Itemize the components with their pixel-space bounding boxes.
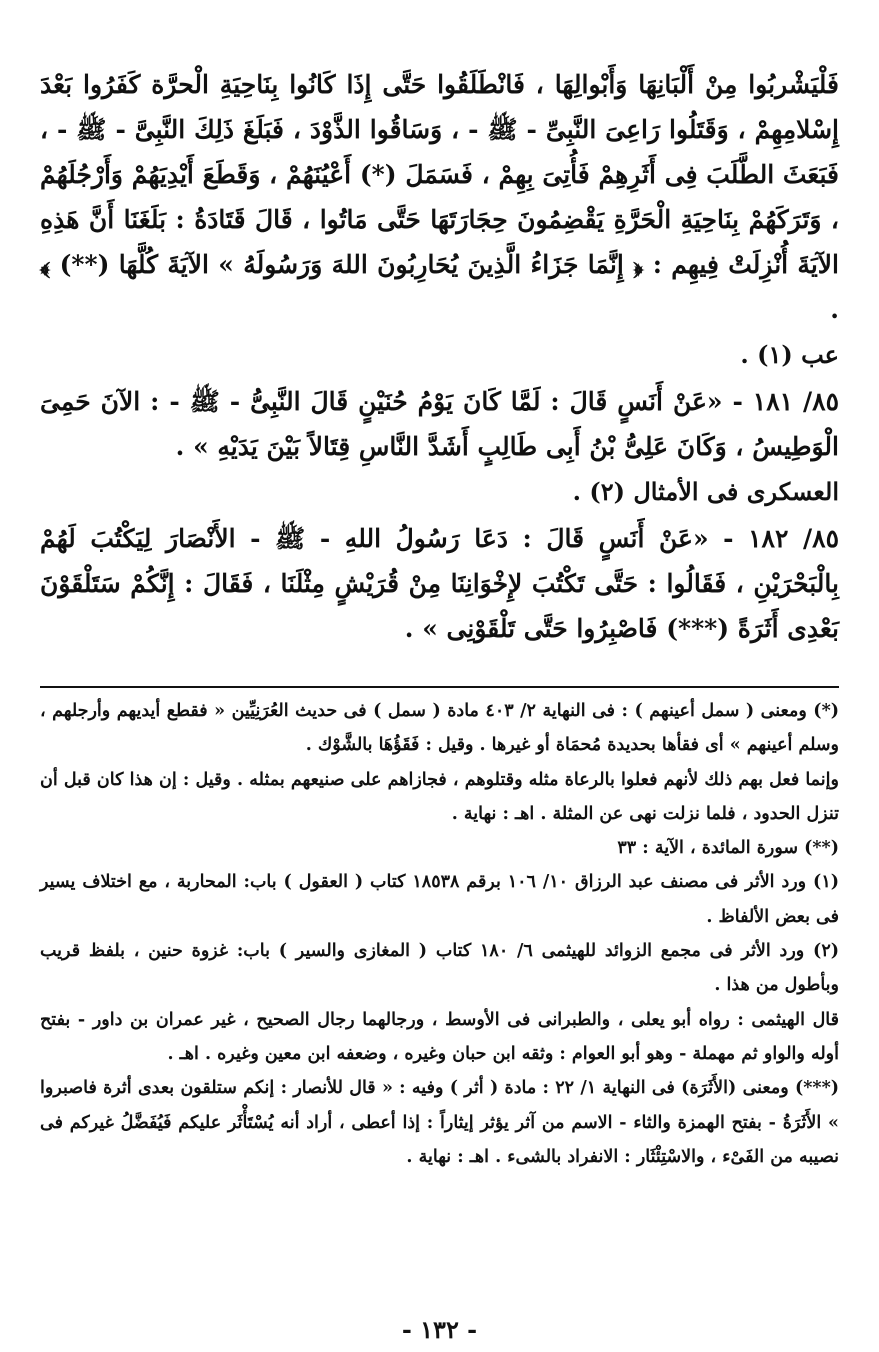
footnote-athara: (***) ومعنى (الأَثَرَة) فى النهاية ١/ ٢٢ : مادة ( أثر ) وفيه : « قال للأنصار : إنكم ستلقون بعدى أثرة فاصبروا » الأَثَرَةُ - بفتح الهمزة والثاء - الاسم من آثر يؤثر إيثاراً : إذا أعطى ، أراد أنه يُسْتَأْثَر عليكم فَيُفَضَّلُ غيركم فى نصيبه من الفَىْء ، والاسْتِئْثَار : الانفراد بالشىء . اهـ : نهاية . — [40, 1078, 840, 1167]
footnote-surah: (**) سورة المائدة ، الآية : ٣٣ — [617, 838, 839, 859]
hadith-182: ٨٥/ ١٨٢ - «عَنْ أَنَسٍ قَالَ : دَعَا رَسُولُ اللهِ - ﷺ - الأَنْصَارَ لِيَكْتُبَ لَهُمْ بِالْبَحْرَيْنِ ، فَقَالُوا : حَتَّى تَكْتُبَ لإِخْوَانِنَا مِنْ قُرَيْشٍ مِثْلَنَا ، فَقَالَ : إِنَّكُمْ سَتَلْقَوْنَ بَعْدِى أَثَرَةً (***) فَاصْبِرُوا حَتَّى تَلْقَوْنِى » . — [40, 524, 839, 643]
footnote-1: (١) ورد الأثر فى مصنف عبد الرزاق ١٠/ ١٠٦ برقم ١٨٥٣٨ كتاب ( العقول ) باب: المحاربة ، مع اختلاف يسير فى بعض الألفاظ . — [40, 872, 840, 927]
source-reference: العسكرى فى الأمثال (٢) . — [572, 477, 839, 506]
source-reference: عب (١) . — [740, 340, 839, 369]
footnote-divider — [40, 686, 839, 688]
page-number: - ١٣٢ - — [401, 1315, 478, 1344]
footnote-sumal: (*) ومعنى ( سمل أعينهم ) : فى النهاية ٢/ ٤٠٣ مادة ( سمل ) فى حديث العُرَنِيِّين « فقطع أيديهم وأرجلهم ، وسلم أعينهم » أى فقأها بحديدة مُحمَاة أو غيرها . وقيل : فَقَؤُهَا بالشَّوْك . — [40, 701, 840, 756]
hadith-continuation: فَلْيَشْربُوا مِنْ أَلْبَانِهَا وَأَبْوالِهَا ، فَانْطَلَقُوا حَتَّى إِذَا كَانُوا بِنَاحِيَةِ الْحرَّة كَفَرُوا بَعْدَ إِسْلامِهِمْ ، وَقَتَلُوا رَاعِىَ النَّبِىِّ - ﷺ - ، وَسَاقُوا الذَّوْدَ ، فَبَلَغَ ذَلِكَ النَّبِىَّ - ﷺ - ، فَبَعَثَ الطَّلَبَ فِى أَثَرِهِمْ فَأُتِىَ بِهِمْ ، فَسَمَلَ (*) أَعْيُنَهُمْ ، وَقَطَعَ أَيْدِيَهُمْ وَأَرْجُلَهُمْ ، وَتَرَكَهُمْ بِنَاحِيَةِ الْحَرَّةِ يَقْضِمُونَ حِجَارَتَهَا حَتَّى مَاتُوا ، قَالَ قَتَادَةُ : بَلَغَنَا أَنَّ هَذِهِ الآيَةَ أُنْزِلَتْ فِيهِم : ﴿ إِنَّمَا جَزَاءُ الَّذِينَ يُحَارِبُونَ اللهَ وَرَسُولَهُ » الآيَةَ كُلَّهَا (**) ﴾ . — [40, 70, 839, 324]
footnote-2-continued: قال الهيثمى : رواه أبو يعلى ، والطبرانى فى الأوسط ، ورجالهما رجال الصحيح ، غير عمران بن داور - بفتح أوله والواو ثم مهملة - وهو أبو العوام : وثقه ابن حبان وغيره ، وضعفه ابن معين وغيره . اهـ . — [40, 1009, 839, 1064]
main-text — [40, 62, 839, 651]
footnote-2: (٢) ورد الأثر فى مجمع الزوائد للهيثمى ٦/ ١٨٠ كتاب ( المغازى والسير ) باب: غزوة حنين ، بلفظ قريب وبأطول من هذا . — [40, 941, 839, 996]
hadith-181: ٨٥/ ١٨١ - «عَنْ أَنَسٍ قَالَ : لَمَّا كَانَ يَوْمُ حُنَيْنٍ قَالَ النَّبِىُّ - ﷺ - : الآنَ حَمِىَ الْوَطِيسُ ، وَكَانَ عَلِىُّ بْنُ أَبِى طَالِبٍ أَشَدَّ النَّاسِ قِتَالاً بَيْنَ يَدَيْهِ » . — [40, 387, 839, 461]
footnotes — [40, 694, 839, 1174]
footnote-sumal-continued: وإنما فعل بهم ذلك لأنهم فعلوا بالرعاة مثله وقتلوهم ، فجازاهم على صنيعهم بمثله . وقيل : إن هذا كان قبل أن تنزل الحدود ، فلما نزلت نهى عن المثلة . اهـ : نهاية . — [40, 769, 839, 824]
